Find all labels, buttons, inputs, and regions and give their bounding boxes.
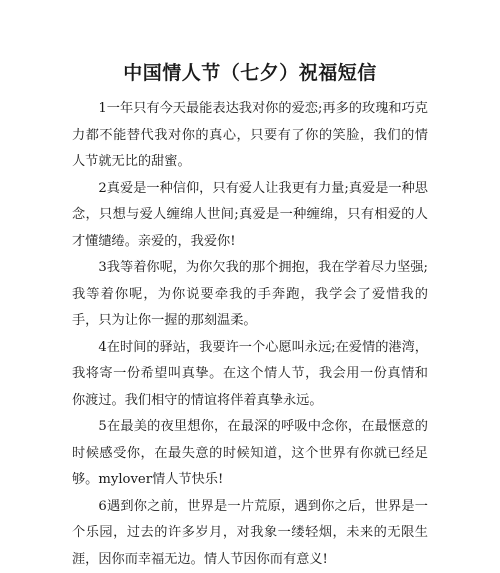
paragraph-4: 4在时间的驿站，我要许一个心愿叫永远;在爱情的港湾，我将寄一份希望叫真挚。在这个情人节，我会用一份真情和你渡过。我们相守的情谊将伴着真挚永远。 bbox=[72, 335, 428, 415]
paragraph-2: 2真爱是一种信仰，只有爱人让我更有力量;真爱是一种思念，只想与爱人缠绵人世间;真爱是一种缠绵，只有相爱的人才懂缱绻。亲爱的，我爱你! bbox=[72, 176, 428, 256]
paragraph-5: 5在最美的夜里想你，在最深的呼吸中念你，在最惬意的时候感受你，在最失意的时候知道，这个世界有你就已经足够。mylover情人节快乐! bbox=[72, 414, 428, 494]
paragraph-6: 6遇到你之前，世界是一片荒原，遇到你之后，世界是一个乐园，过去的许多岁月，对我象一缕轻烟，未来的无限生涯，因你而幸福无边。情人节因你而有意义! bbox=[72, 494, 428, 573]
paragraph-1: 1一年只有今天最能表达我对你的爱恋;再多的玫瑰和巧克力都不能替代我对你的真心，只要有了你的笑脸，我们的情人节就无比的甜蜜。 bbox=[72, 96, 428, 176]
paragraph-3: 3我等着你呢，为你欠我的那个拥抱，我在学着尽力坚强;我等着你呢，为你说要牵我的手奔跑，我学会了爱惜我的手，只为让你一握的那刻温柔。 bbox=[72, 255, 428, 335]
document-title: 中国情人节（七夕）祝福短信 bbox=[72, 60, 428, 86]
